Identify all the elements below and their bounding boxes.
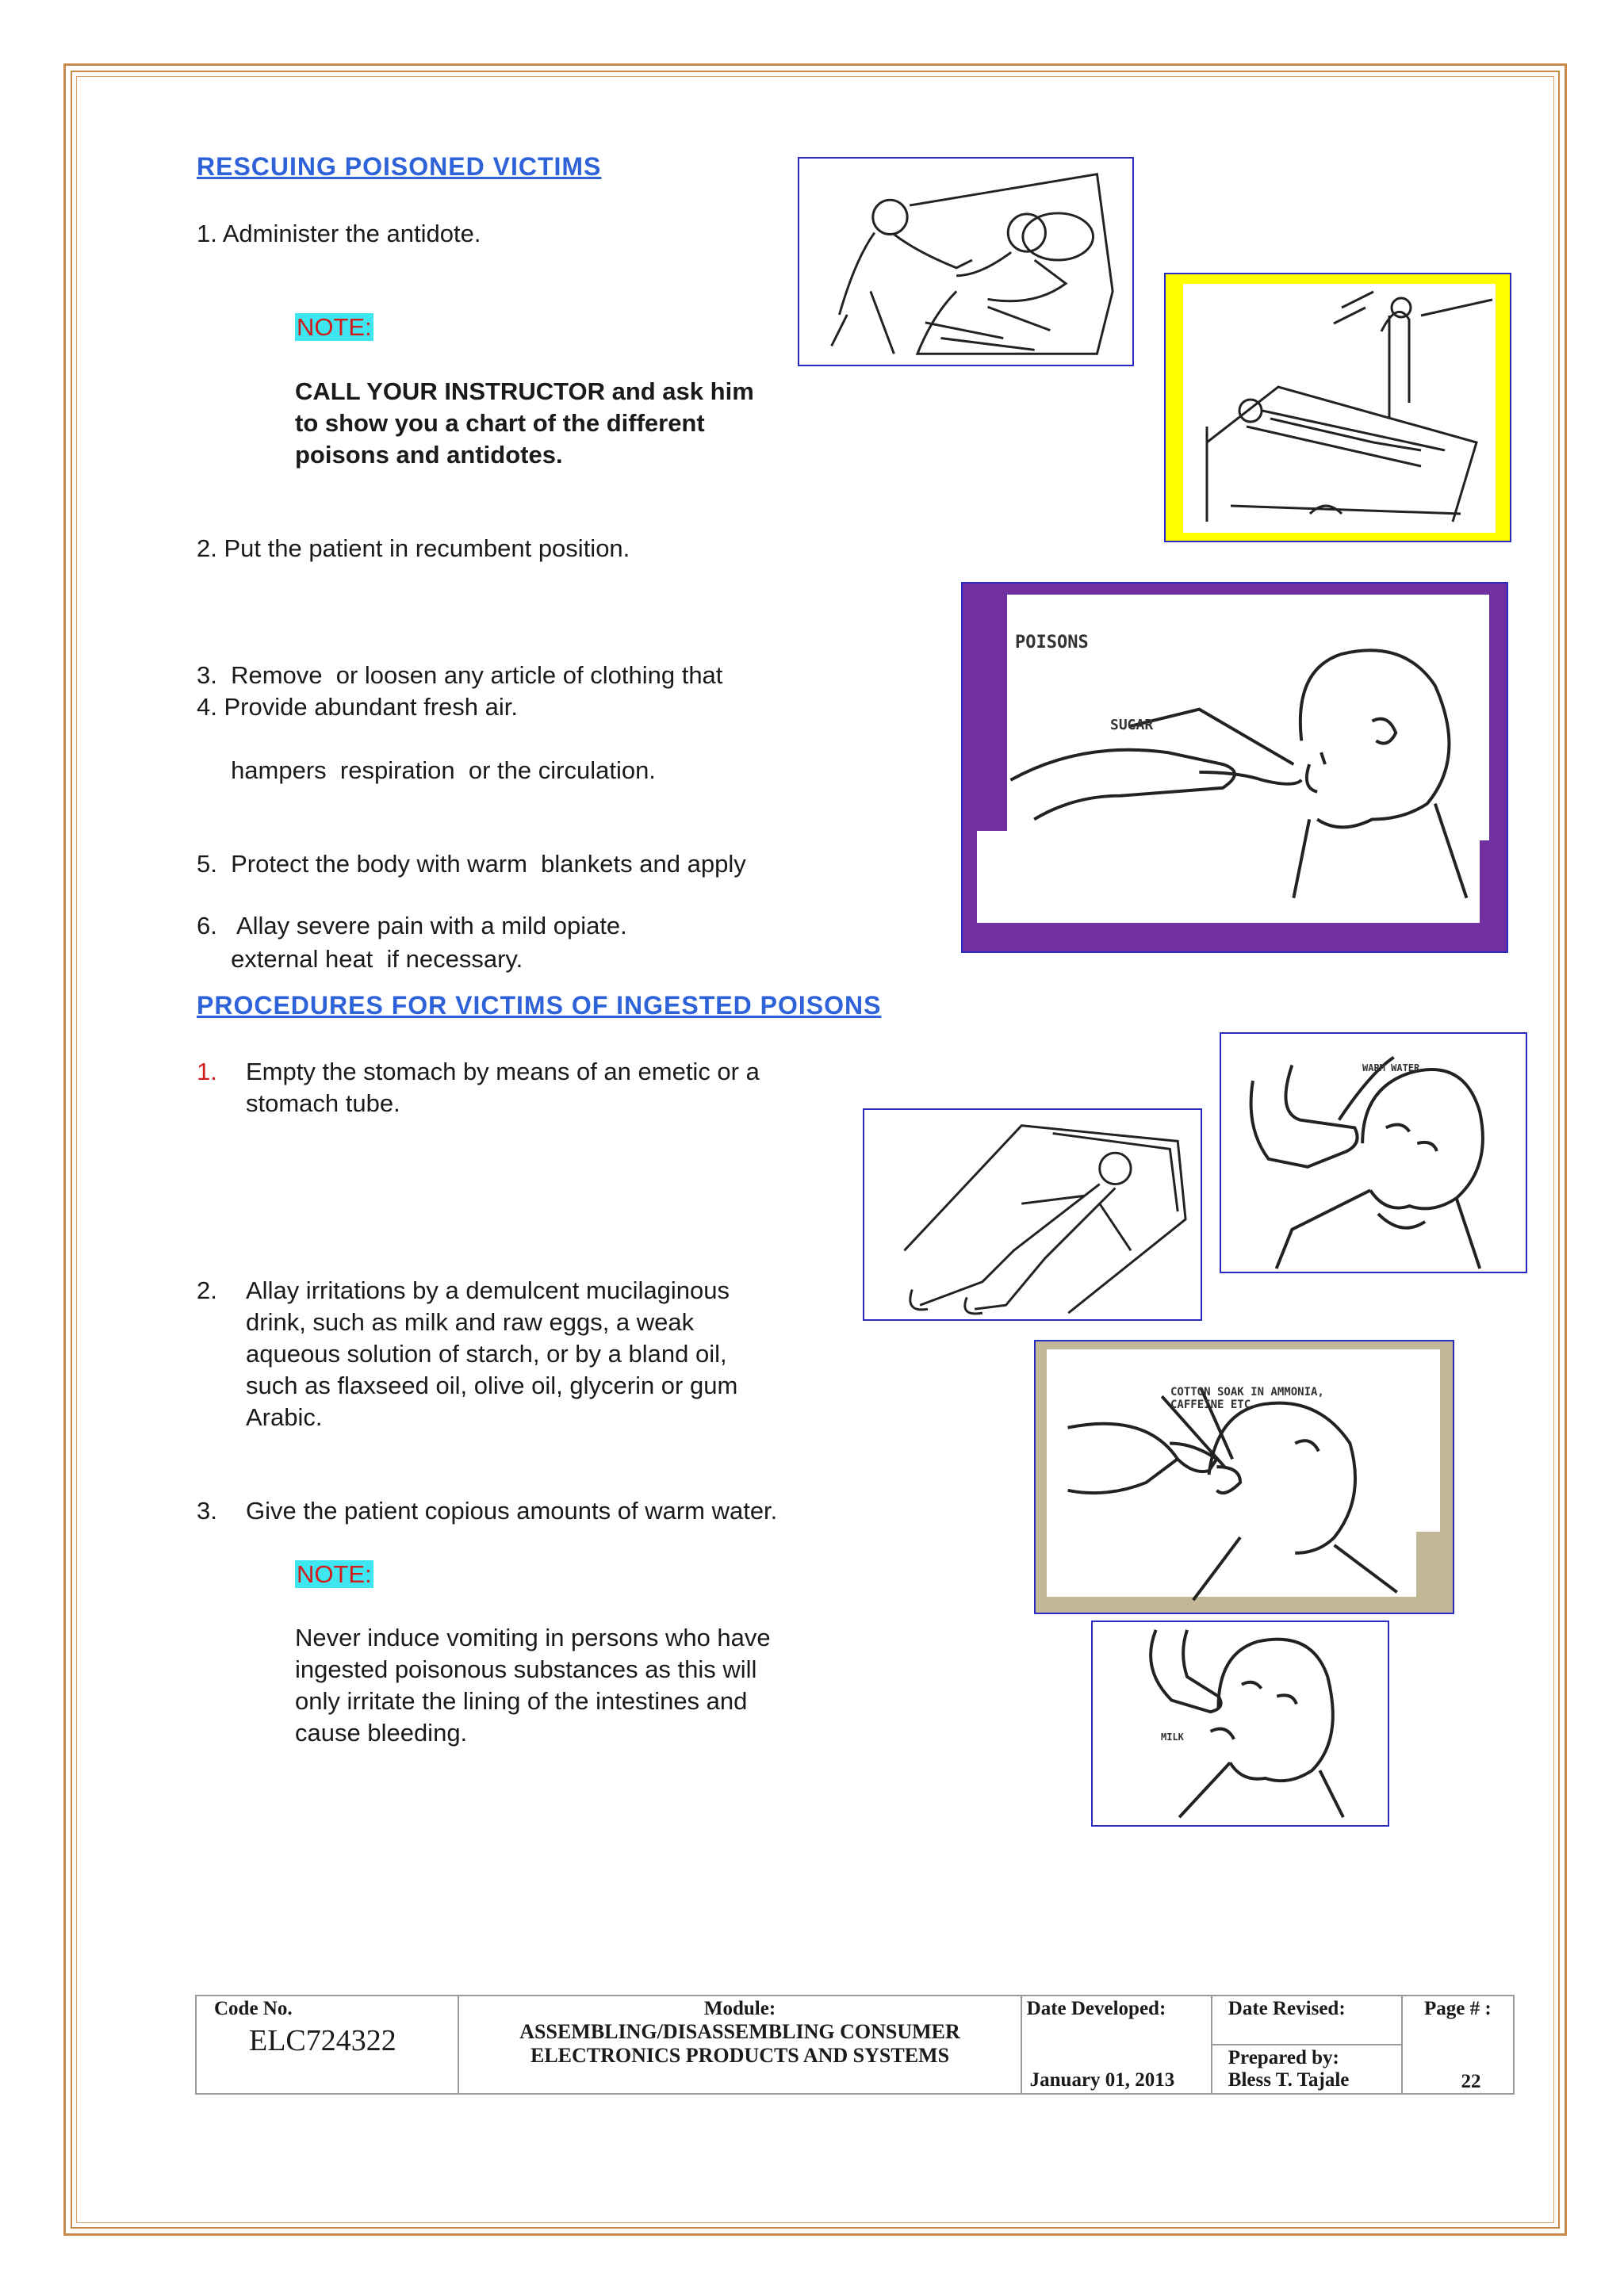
cotton-label: COTTON SOAK IN AMMONIA, CAFFEINE ETC.	[1170, 1386, 1324, 1411]
note-label-2: NOTE:	[297, 1560, 372, 1588]
footer-module-line1: ASSEMBLING/DISASSEMBLING CONSUMER	[519, 2020, 960, 2043]
note-text-2: Never induce vomiting in persons who have ingested poisonous substances as this will only irritate the lining of the intestines and cause bleeding.	[295, 1624, 771, 1747]
illustration-poisons-sugar	[961, 582, 1508, 953]
footer-date-revised-label: Date Revised:	[1228, 1998, 1346, 2019]
footer-page-label: Page # :	[1424, 1998, 1492, 2019]
note-text-1: CALL YOUR INSTRUCTOR and ask him to show you a chart of the different poisons and antidotes.	[295, 377, 754, 469]
rescue-step-3: 3. Remove or loosen any article of clothing that hampers respiration or the circulation.	[197, 661, 723, 784]
footer-date-developed-cell	[1021, 1996, 1212, 2094]
footer-table	[195, 1995, 1515, 2095]
ingested-step-2-number: 2.	[197, 1276, 217, 1304]
footer-module-cell	[458, 1996, 1021, 2094]
footer-module-label: Module:	[703, 1998, 776, 2019]
ingested-step-1: Empty the stomach by means of an emetic or a stomach tube.	[246, 1058, 760, 1117]
footer-date-developed-label: Date Developed:	[1026, 1998, 1166, 2019]
illustration-warm-water	[1220, 1032, 1527, 1273]
footer-page-value: 22	[1461, 2071, 1481, 2092]
illustration-milk	[1091, 1621, 1389, 1827]
warm-water-label: WARM WATER	[1362, 1062, 1420, 1073]
illustration-rescuer-bedside	[798, 157, 1134, 366]
rescue-step-4: 4. Provide abundant fresh air.	[197, 693, 518, 721]
note-label-1: NOTE:	[297, 313, 372, 341]
footer-module-line2: ELECTRONICS PRODUCTS AND SYSTEMS	[530, 2044, 950, 2067]
footer-date-revised-cell	[1212, 1996, 1402, 2045]
footer-code-cell	[196, 1996, 458, 2094]
poisons-label: POISONS	[1015, 633, 1089, 652]
rescue-step-6: 6. Allay severe pain with a mild opiate.	[197, 912, 627, 939]
rescue-step-2: 2. Put the patient in recumbent position.	[197, 534, 630, 562]
rescue-step-5: 5. Protect the body with warm blankets and apply external heat if necessary.	[197, 850, 746, 973]
footer-date-developed-value: January 01, 2013	[1029, 2069, 1175, 2091]
ingested-step-3-number: 3.	[197, 1497, 217, 1525]
illustration-cotton-ammonia	[1034, 1340, 1454, 1614]
footer-code-label: Code No.	[214, 1998, 293, 2019]
illustration-patient-lying	[863, 1108, 1202, 1321]
footer-code-value: ELC724322	[249, 2024, 396, 2057]
ingested-step-2: Allay irritations by a demulcent mucilaginous drink, such as milk and raw eggs, a weak aqueous solution of starch, or by a bland oil, such as flaxseed oil, olive oil, glycerin or gum Arabic.	[246, 1276, 738, 1431]
rescue-step-1: 1. Administer the antidote.	[197, 220, 481, 247]
section-title-rescuing: RESCUING POISONED VICTIMS	[197, 152, 602, 181]
ingested-step-1-number: 1.	[197, 1058, 217, 1085]
ingested-step-3: Give the patient copious amounts of warm water.	[246, 1497, 778, 1525]
milk-label: MILK	[1161, 1732, 1184, 1743]
footer-prepared-label: Prepared by:	[1228, 2047, 1339, 2068]
footer-prepared-cell	[1212, 2045, 1402, 2094]
illustration-patient-recumbent	[1164, 273, 1511, 542]
sugar-label: SUGAR	[1110, 717, 1154, 733]
section-title-ingested: PROCEDURES FOR VICTIMS OF INGESTED POISONS	[197, 991, 882, 1020]
footer-prepared-value: Bless T. Tajale	[1228, 2069, 1350, 2091]
